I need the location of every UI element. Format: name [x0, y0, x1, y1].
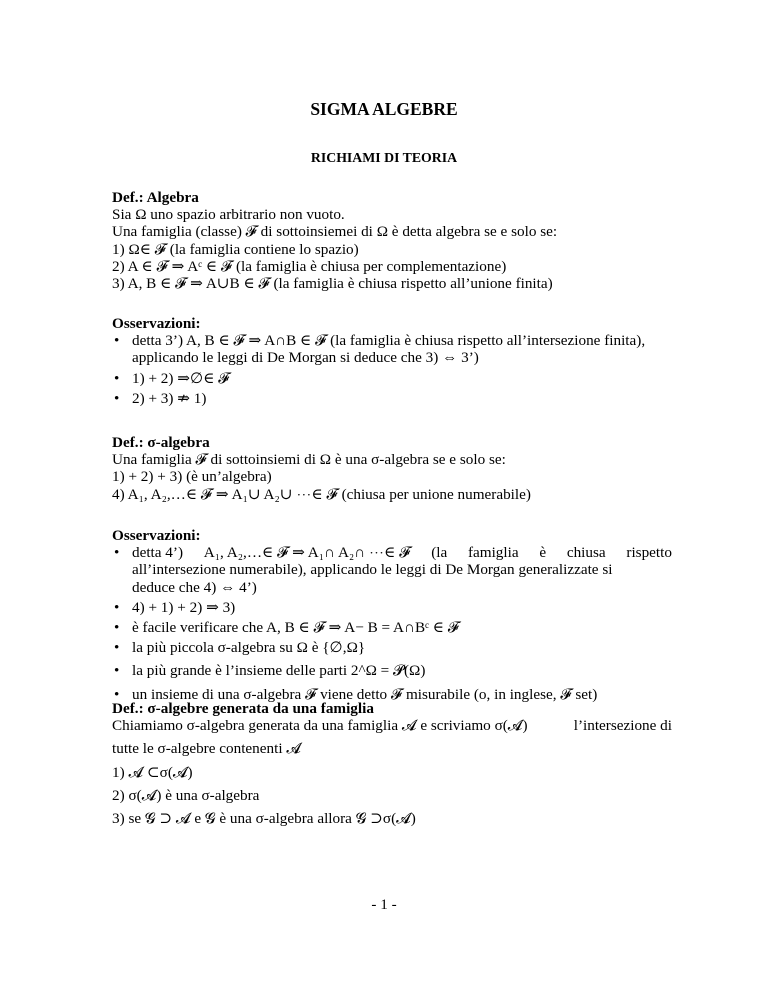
text-line: 1) + 2) + 3) (è un’algebra) [112, 468, 272, 486]
text-line: tutte le σ-algebre contenenti 𝓐 [112, 740, 302, 758]
section-heading: Osservazioni: [112, 527, 201, 544]
word: • detta 4’) [132, 544, 184, 562]
page-number: - 1 - [371, 896, 397, 913]
word: rispetto [626, 544, 672, 562]
text-line: 2) σ(𝓐) è una σ-algebra [112, 786, 260, 804]
bullet-item: • 2) + 3) ⇏ 1) [112, 390, 672, 407]
bullet-item: • la più piccola σ-algebra su Ω è {∅,Ω} [112, 639, 672, 656]
text-line: 2) A ∈ 𝓕 ⇒ Aᶜ ∈ 𝓕 (la famiglia è chiusa per complementazione) [112, 257, 507, 275]
bullet-item: • 4) + 1) + 2) ⇒ 3) [112, 599, 672, 616]
document-title: SIGMA ALGEBRE [310, 99, 458, 119]
bullet-continuation: deduce che 4) ⇔ 4’) [132, 578, 257, 596]
bullet-continuation: applicando le leggi di De Morgan si deduce che 3) ⇔ 3’) [132, 349, 479, 367]
section-def-sigma-algebra [112, 434, 672, 503]
text-line: 3) se 𝓖 ⊃ 𝓐 e 𝓖 è una σ-algebra allora 𝓖 ⊃σ(𝓐) [112, 810, 416, 828]
text-line: Sia Ω uno spazio arbitrario non vuoto. [112, 206, 345, 224]
text-line: Una famiglia 𝓕 di sottoinsiemi di Ω è una σ-algebra se e solo se: [112, 451, 506, 469]
text-segment: l’intersezione di [573, 717, 672, 735]
bullet-item: • un insieme di una σ-algebra 𝓕 viene detto 𝓕 misurabile (o, in inglese, 𝓕 set) [112, 686, 672, 703]
bullet-item: • è facile verificare che A, B ∈ 𝓕 ⇒ A− B = A∩Bᶜ ∈ 𝓕 [112, 619, 672, 636]
word: è [539, 544, 547, 562]
section-heading: Def.: Algebra [112, 189, 199, 206]
bullet-item [112, 544, 672, 561]
bullet-continuation: all’intersezione numerabile), applicando le leggi di De Morgan generalizzate si [132, 561, 613, 579]
section-osservazioni-algebra [112, 315, 672, 407]
text-line: Una famiglia (classe) 𝓕 di sottoinsiemei di Ω è detta algebra se e solo se: [112, 223, 558, 241]
bullet-item: • 1) + 2) ⇒∅∈ 𝓕 [112, 370, 672, 387]
bullet-item: • detta 3’) A, B ∈ 𝓕 ⇒ A∩B ∈ 𝓕 (la famiglia è chiusa rispetto all’intersezione finita), [112, 332, 672, 349]
section-heading: Def.: σ-algebre generata da una famiglia [112, 700, 374, 717]
word: (la [431, 544, 448, 562]
section-osservazioni-sigma [112, 527, 672, 703]
section-def-algebra [112, 189, 672, 292]
word: famiglia [467, 544, 519, 562]
bullet-item: • la più grande è l’insieme delle parti 2^Ω = 𝓟(Ω) [112, 662, 672, 679]
text-line: 1) 𝓐 ⊂σ(𝓐) [112, 763, 193, 781]
text-line: 1) Ω∈ 𝓕 (la famiglia contiene lo spazio) [112, 240, 359, 258]
text-segment: Chiamiamo σ-algebra generata da una famiglia 𝓐 e scriviamo σ(𝓐) [112, 717, 528, 735]
document-subtitle: RICHIAMI DI TEORIA [310, 150, 458, 165]
text-line: 3) A, B ∈ 𝓕 ⇒ A∪B ∈ 𝓕 (la famiglia è chiusa rispetto all’unione finita) [112, 275, 553, 293]
text-line: 4) A₁, A₂,…∈ 𝓕 ⇒ A₁∪ A₂∪ ⋯∈ 𝓕 (chiusa per unione numerabile) [112, 485, 531, 503]
text-line [112, 717, 672, 734]
section-def-generated-sigma [112, 700, 672, 827]
word: A₁, A₂,…∈ 𝓕 ⇒ A₁∩ A₂∩ ⋯∈ 𝓕 [203, 544, 411, 562]
section-heading: Def.: σ-algebra [112, 434, 210, 451]
word: chiusa [566, 544, 606, 562]
section-heading: Osservazioni: [112, 315, 201, 332]
